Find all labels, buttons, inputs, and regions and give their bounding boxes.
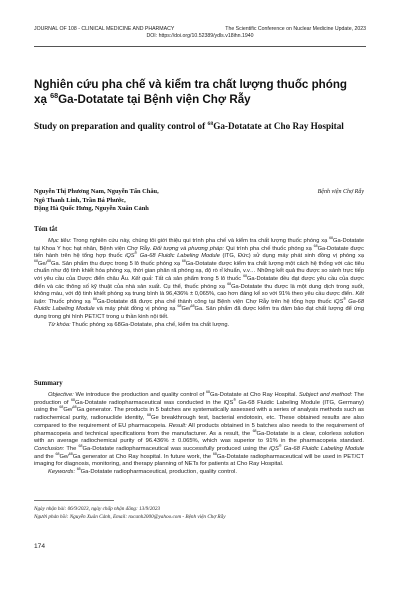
header-divider bbox=[34, 46, 366, 47]
footnote bbox=[34, 505, 364, 521]
summary-heading: Summary bbox=[34, 380, 63, 387]
abstract-vi-keywords: Từ khóa: Thuốc phóng xạ 68Ga-Dotatate, pha chế, kiểm tra chất lượng. bbox=[48, 321, 230, 328]
abstract-vi-body: Mục tiêu: Trong nghiên cứu này, chúng tôi giới thiệu qui trình pha chế và kiểm tra chất lượng thuốc phóng xạ $^{68}$Ga-Dotatate tại Khoa Y học hạt nhân, Bệnh viện Chợ Rẫy. Đối tượng và phương pháp: Qui trình pha chế thuốc phóng xạ $^{68}$Ga-Dotatate được tiến hành trên hệ tổng hợp thuốc iQS® Ga-68 Fluidic Labeling Module (ITG, Đức) sử dụng máy phát sinh đồng vị phóng xạ $^{68}$Ge/$^{68}$Ga. Sản phẩm thu được trong 5 lô thuốc phóng xạ $^{68}$Ga-Dotatate được kiểm tra chất lượng một cách hệ thống với các tiêu chuẩn như độ tinh khiết hóa phóng xạ, thời gian phân rã phóng xạ, độ rò rỉ khuẩn, v.v… Những kết quả thu được so sánh trực tiếp với yêu cầu của Dược điển châu Âu. Kết quả: Tất cả sản phẩm trong 5 lô thuốc $^{68}$Ga-Dotatate đều đạt được yêu cầu của dược điển và các thông số kỹ thuật của nhà sản xuất. Cụ thể, thuốc phóng xạ $^{68}$Ga-Dotatate thu được là một dung dịch trong suốt, không màu, với độ tinh khiết phóng xạ trung bình là 96,436% ± 0,065%, cao hơn đáng kể so với 91% theo yêu cầu dược điển. Kết luận: Thuốc phóng xạ $^{68}$Ga-Dotatate đã được pha chế thành công tại Bệnh viện Chợ Rẫy trên hệ tổng hợp thuốc iQS® Ga-68 Fluidic Labeling Module và máy phát đồng vị phóng xạ $^{68}$Ge/$^{68}$Ga. Sản phẩm đã được kiểm tra đảm bảo đạt chất lượng để ứng dụng trong ghi hình PET/CT trong u thần kinh nội tiết. bbox=[34, 236, 365, 320]
abstract-vietnamese bbox=[34, 238, 364, 329]
conference-name: The Scientific Conference on Nuclear Medicine Update, 2023 bbox=[225, 26, 366, 32]
running-header bbox=[34, 26, 366, 39]
journal-name: JOURNAL OF 108 - CLINICAL MEDICINE AND PHARMACY bbox=[34, 26, 175, 32]
title-vietnamese: Nghiên cứu pha chế và kiểm tra chất lượng thuốc phóng xạ $^{68}$Ga-Dotatate tại Bệnh viện Chợ Rẫy bbox=[34, 78, 347, 106]
doi-line[interactable]: DOI: https://doi.org/10.52389/ydls.v18ihn.1940 bbox=[146, 33, 254, 39]
corresponding-author: Người phản hồi: Nguyễn Xuân Cảnh, Email: nxcanh2000@yahoo.com - Bệnh viện Chợ Rẫy bbox=[34, 514, 226, 520]
abstract-english bbox=[34, 392, 364, 477]
summary-keywords: Keywords: $^{68}$Ga-Dotatate radiopharmaceutical, production, quality control. bbox=[48, 467, 237, 476]
author-line: Ngô Thanh Linh, Trần Bá Phước, bbox=[34, 196, 126, 204]
page-number: 174 bbox=[34, 543, 46, 550]
footnote-divider bbox=[34, 500, 114, 501]
affiliation: Bệnh viện Chợ Rẫy bbox=[317, 189, 364, 195]
abstract-vi-heading: Tóm tắt bbox=[34, 226, 58, 233]
author-list bbox=[34, 188, 254, 214]
summary-body: Objective: We introduce the production and quality control of $^{68}$Ga-Dotatate at Cho Ray Hospital. Subject and method: The production of $^{68}$Ga-Dotatate radiopharmaceutical was conducted in the iQS® Ga-68 Fluidic Labeling Module (ITG, Germany) using the $^{68}$Ge/$^{68}$Ga generator. The products in 5 batches are systematically assessed with a series of analysis methods such as radiochemical purity, radionuclide identity, $^{68}$Ge breakthrough test, bacterial endotoxin, etc. These obtained results are also compared to the requirement of EU pharmacopeia. Result: All products obtained in 5 batches also needs to the requirement of pharmacopeia and technical specifications from the manufacturer. As a result, the $^{68}$Ga-Dotatate is a clear, colorless solution with an average radiochemical purity of 96.436% ± 0.065%, which was superior to 91% in the pharmacopeia standard. Conclusion: The $^{68}$Ga-Dotatate radiopharmaceutical was successfully produced using the iQS® Ga-68 Fluidic Labeling Module and the $^{68}$Ge/$^{68}$Ga generator at Cho Ray hospital. In future work, the $^{68}$Ga-Dotatate radiopharmaceutical will be used in PET/CT imaging for diagnosis, monitoring, and therapy planning of NETs for patients at Cho Ray Hospital. bbox=[34, 390, 365, 468]
author-line: Nguyễn Thị Phương Nam, Nguyễn Tấn Châu, bbox=[34, 188, 159, 195]
title-english: Study on preparation and quality control of $^{68}$Ga-Dotatate at Cho Ray Hospital bbox=[34, 120, 344, 131]
received-date: Ngày nhận bài: 06/9/2023, ngày chấp nhận đăng: 13/9/2023 bbox=[34, 506, 161, 512]
author-line: Đặng Hà Quốc Hưng, Nguyễn Xuân Cảnh bbox=[34, 205, 149, 213]
